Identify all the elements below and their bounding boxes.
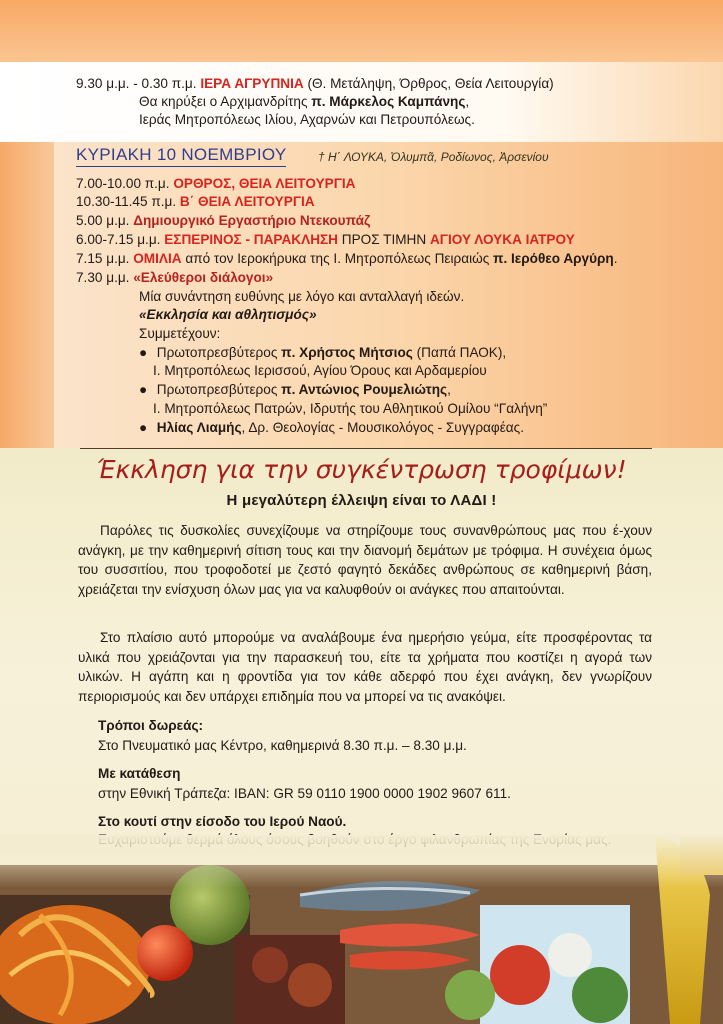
- vigil-detail: (Θ. Μετάληψη, Όρθρος, Θεία Λειτουργία): [307, 76, 554, 91]
- vigil-title: ΙΕΡΑ ΑΓΡΥΠΝΙΑ: [200, 76, 304, 91]
- schedule-time: 6.00-7.15 μ.μ.: [76, 232, 161, 247]
- schedule-time: 10.30-11.45 π.μ.: [76, 194, 177, 209]
- participant-suffix: , Δρ. Θεολογίας - Μουσικολόγος - Συγγραφέας.: [241, 420, 524, 435]
- schedule-item: [76, 231, 575, 248]
- schedule-time: 7.15 μ.μ.: [76, 251, 130, 266]
- schedule-item: [76, 175, 355, 192]
- schedule-title: ΕΣΠΕΡΙΝΟΣ - ΠΑΡΑΚΛΗΣΗ: [164, 232, 338, 247]
- participant-item: [139, 344, 506, 361]
- participant-name: π. Αντώνιος Ρουμελιώτης: [281, 382, 448, 397]
- participant-suffix: ,: [447, 382, 451, 397]
- schedule-item: [76, 250, 618, 267]
- participant-item: [139, 419, 524, 436]
- vigil-preach-prefix: Θα κηρύξει ο Αρχιμανδρίτης: [139, 94, 308, 109]
- appeal-title: Έκκληση για την συγκέντρωση τροφίμων!: [96, 455, 627, 484]
- schedule-time: 7.30 μ.μ.: [76, 270, 130, 285]
- participant-affiliation: Ι. Μητροπόλεως Ιερισσού, Αγίου Όρους και Αρδαμερίου: [153, 363, 487, 378]
- deposit-label: Με κατάθεση: [98, 766, 181, 781]
- dialogue-topic: «Εκκλησία και αθλητισμός»: [139, 307, 317, 322]
- schedule-middle: από τον Ιεροκήρυκα της Ι. Μητροπόλεως Πειραιώς: [185, 251, 490, 266]
- donation-place: Στο Πνευματικό μας Κέντρο, καθημερινά 8.30 π.μ. – 8.30 μ.μ.: [98, 738, 467, 753]
- participant-affiliation: Ι. Μητροπόλεως Πατρών, Ιδρυτής του Αθλητικού Ομίλου “Γαλήνη”: [153, 401, 548, 416]
- section-divider: [80, 448, 652, 449]
- schedule-item: [76, 212, 370, 229]
- vigil-time: 9.30 μ.μ. - 0.30 π.μ.: [76, 76, 197, 91]
- food-illustration: [0, 835, 723, 1024]
- bullet-icon: ●: [139, 382, 148, 397]
- food-photo: [0, 835, 723, 1024]
- bullet-icon: ●: [139, 345, 148, 360]
- donation-label: Τρόποι δωρεάς:: [98, 718, 204, 733]
- top-band: [0, 0, 723, 62]
- participant-suffix: (Παπά ΠΑΟΚ),: [416, 345, 507, 360]
- schedule-title: ΟΡΘΡΟΣ, ΘΕΙΑ ΛΕΙΤΟΥΡΓΙΑ: [173, 176, 356, 191]
- dialogue-description: Μία συνάντηση ευθύνης με λόγο και ανταλλαγή ιδεών.: [139, 289, 465, 304]
- box-label: Στο κουτί στην είσοδο του Ιερού Ναού.: [98, 814, 347, 829]
- bullet-icon: ●: [139, 420, 148, 435]
- participants-label: Συμμετέχουν:: [139, 326, 221, 341]
- schedule-title-2: ΑΓΙΟΥ ΛΟΥΚΑ ΙΑΤΡΟΥ: [429, 232, 575, 247]
- schedule-item: [76, 269, 273, 286]
- participant-prefix: Πρωτοπρεσβύτερος: [156, 382, 278, 397]
- appeal-subtitle: Η μεγαλύτερη έλλειψη είναι το ΛΑΔΙ !: [226, 492, 497, 509]
- appeal-paragraph-2: Στο πλαίσιο αυτό μπορούμε να αναλάβουμε ένα ημερήσιο γεύμα, είτε προσφέροντας τα υλικά που χρειάζονται για την παρασκευή του, είτε τα χρήματα που κοστίζει η αγορά των υλικών. Η αγάπη και η φροντίδα για τον κάθε αδερφό που έχει ανάγκη, δεν γνωρίζουν περιορισμούς και δεν υπάρχει επιδημία που να μπορεί να τις ανακόψει.: [78, 630, 652, 704]
- schedule-time: 5.00 μ.μ.: [76, 213, 130, 228]
- schedule-end: .: [613, 251, 618, 266]
- participant-item: [139, 381, 451, 398]
- vigil-line: [76, 75, 554, 92]
- schedule-middle: ΠΡΟΣ ΤΙΜΗΝ: [341, 232, 427, 247]
- schedule-title: ΟΜΙΛΙΑ: [133, 251, 182, 266]
- side-strip: [0, 142, 54, 448]
- vigil-diocese: Ιεράς Μητροπόλεως Ιλίου, Αχαρνών και Πετρουπόλεως.: [139, 112, 475, 127]
- sunday-saints: † Η΄ ΛΟΥΚΑ, Ὀλυμπᾶ, Ροδίωνος, Ἀρσενίου: [318, 150, 549, 164]
- schedule-title: «Ελεύθεροι διάλογοι»: [133, 270, 274, 285]
- participant-name: π. Χρήστος Μήτσιος: [281, 345, 413, 360]
- appeal-paragraph-1: Παρόλες τις δυσκολίες συνεχίζουμε να στηρίζουμε τους συνανθρώπους μας που έ-χουν ανάγκη, με την καθημερινή σίτιση τους και την διανομή δεμάτων με τρόφιμα. Η συνέχεια όμως του συσσιτίου, που τροφοδοτεί με ζεστό φαγητό δεκάδες ανθρώπους σε καθημερινή βάση, χρειάζεται την ενίσχυση όλων μας για να καλυφθούν οι ανάγκες που απαιτούνται.: [78, 523, 652, 597]
- vigil-preacher: π. Μάρκελος Καμπάνης: [311, 94, 466, 109]
- deposit-detail: στην Εθνική Τράπεζα: IBAN: GR 59 0110 1900 0000 1902 9607 611.: [98, 786, 511, 801]
- vigil-preach-suffix: ,: [465, 94, 470, 109]
- sunday-day-title: ΚΥΡΙΑΚΗ 10 ΝΟΕΜΒΡΙΟΥ: [76, 145, 286, 167]
- schedule-title: Β΄ ΘΕΙΑ ΛΕΙΤΟΥΡΓΙΑ: [179, 194, 315, 209]
- schedule-item: [76, 193, 315, 210]
- schedule-time: 7.00-10.00 π.μ.: [76, 176, 170, 191]
- participant-name: Ηλίας Λιαμής: [156, 420, 242, 435]
- participant-prefix: Πρωτοπρεσβύτερος: [156, 345, 278, 360]
- vigil-preacher-line: [139, 93, 469, 110]
- schedule-title: Δημιουργικό Εργαστήριο Ντεκουπάζ: [133, 213, 371, 228]
- schedule-speaker: π. Ιερόθεο Αργύρη: [493, 251, 614, 266]
